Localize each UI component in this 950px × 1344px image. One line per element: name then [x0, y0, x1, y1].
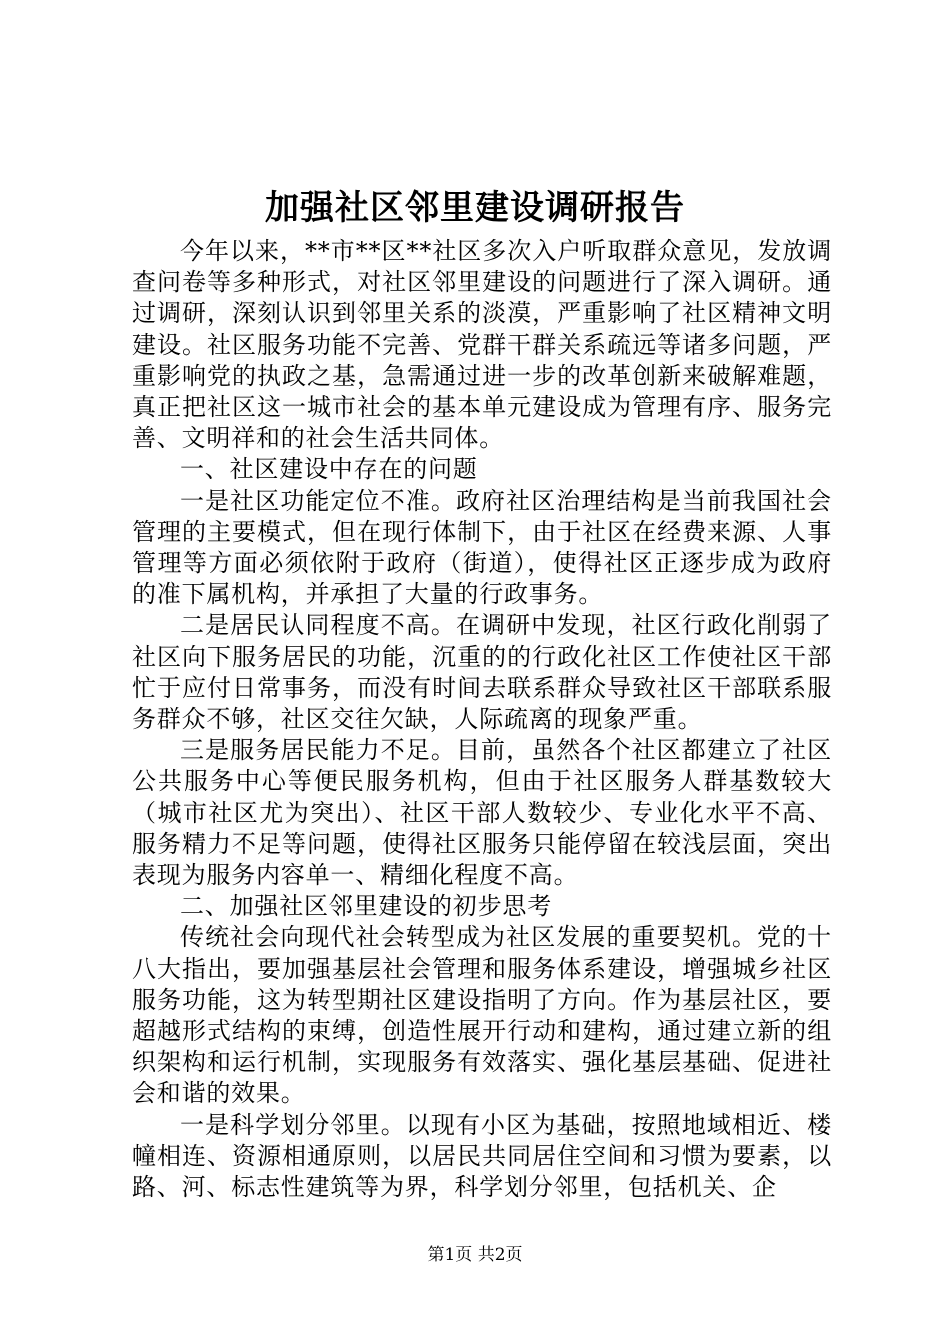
- section-heading-2: 二、加强社区邻里建设的初步思考: [180, 892, 552, 921]
- intro-paragraph: 今年以来，**市**区**社区多次入户听取群众意见，发放调查问卷等多种形式，对社区邻里建设的问题进行了深入调研。通过调研，深刻认识到邻里关系的淡漠，严重影响了社区精神文明建设。社区服务功能不完善、党群干群关系疏远等诸多问题，严重影响党的执政之基，急需通过进一步的改革创新来破解难题，真正把社区这一城市社会的基本单元建设成为管理有序、服务完善、文明祥和的社会生活共同体。: [132, 237, 832, 453]
- problem-paragraph-3: 三是服务居民能力不足。目前，虽然各个社区都建立了社区公共服务中心等便民服务机构，但由于社区服务人群基数较大（城市社区尤为突出）、社区干部人数较少、专业化水平不高、服务精力不足等问题，使得社区服务只能停留在较浅层面，突出表现为服务内容单一、精细化程度不高。: [132, 736, 832, 890]
- problem-paragraph-1: 一是社区功能定位不准。政府社区治理结构是当前我国社会管理的主要模式，但在现行体制下，由于社区在经费来源、人事管理等方面必须依附于政府（街道），使得社区正逐步成为政府的准下属机构，并承担了大量的行政事务。: [132, 486, 832, 609]
- thinking-paragraph-1: 传统社会向现代社会转型成为社区发展的重要契机。党的十八大指出，要加强基层社会管理和服务体系建设，增强城乡社区服务功能，这为转型期社区建设指明了方向。作为基层社区，要超越形式结构的束缚，创造性展开行动和建构，通过建立新的组织架构和运行机制，实现服务有效落实、强化基层基础、促进社会和谐的效果。: [132, 923, 832, 1108]
- section-heading-1: 一、社区建设中存在的问题: [180, 455, 478, 484]
- page-number-footer: 第1页 共2页: [427, 1245, 523, 1265]
- document-body: [132, 236, 832, 1203]
- thinking-paragraph-2: 一是科学划分邻里。以现有小区为基础，按照地域相近、楼幢相连、资源相通原则，以居民共同居住空间和习惯为要素，以路、河、标志性建筑等为界，科学划分邻里，包括机关、企: [132, 1110, 832, 1202]
- problem-paragraph-2: 二是居民认同程度不高。在调研中发现，社区行政化削弱了社区向下服务居民的功能，沉重的的行政化社区工作使社区干部忙于应付日常事务，而没有时间去联系群众导致社区干部联系服务群众不够，社区交往欠缺，人际疏离的现象严重。: [132, 611, 832, 734]
- document-title: 加强社区邻里建设调研报告: [265, 188, 685, 228]
